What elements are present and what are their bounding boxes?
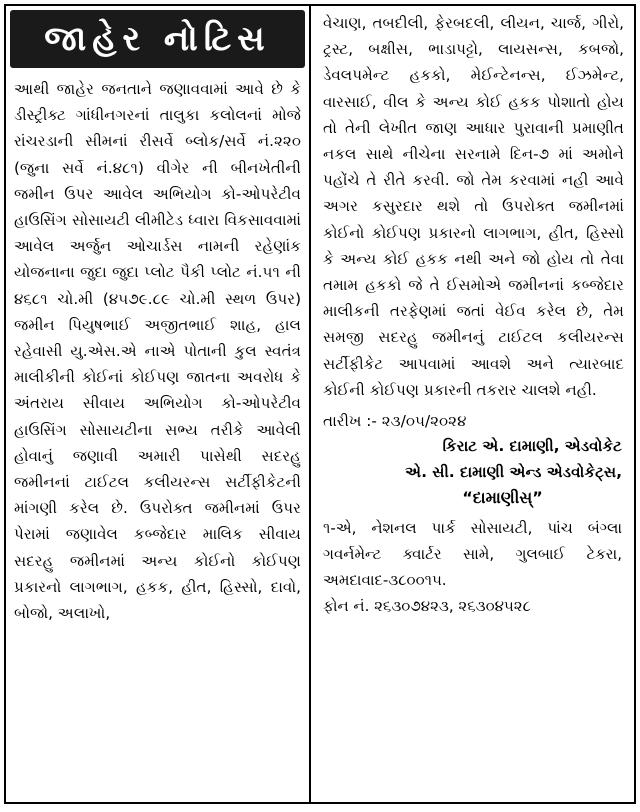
- notice-page: [4, 4, 636, 804]
- notice-date: તારીખ :- ૨૩/૦૫/૨૦૨૪: [323, 412, 467, 431]
- notice-body-left: આથી જાહેર જનતાને જણાવવામાં આવે છે કે ડીસ્ટ્રીક્ટ ગાંધીનગરનાં તાલુકા કલોલનાં મોજે રાંચરડાની સીમનાં રીસર્વે બ્લોક/સર્વે નં.૨૨૦ (જુના સર્વે નં.૪૮૧) વીગેર ની બીનખેતીની જમીન ઉપર આવેલ અભિયોગ કો-ઓપરેટીવ હાઉસિંગ સોસાયટી લીમીટેડ ધ્વારા વિકસાવવામાં આવેલ અર્જુન ઓચાર્ડસ નામની રહેણાંક યોજનાના જુદા જુદા પ્લોટ પૈકી પ્લોટ નં.૫૧ ની ૪૬૮૧ ચો.મી (૪૫૭૯.૮૯ ચો.મી સ્થળ ઉપર) જમીન પિયુષભાઈ અજીતભાઈ શાહ, હાલ રહેવાસી યુ.એસ.એ નાએ પોતાની કુલ સ્વતંત્ર માલીકીની કોઈનાં કોઈપણ જાતના અવરોધ કે અંતરાય સીવાય અભિયોગ કો-ઓપરેટીવ હાઉસિંગ સોસાયટીના સભ્ય તરીકે આવેલી હોવાનું જણાવી અમારી પાસેથી સદરહુ જમીનનાં ટાઈટલ કલીયરન્સ સર્ટીફીકેટની માંગણી કરેલ છે. ઉપરોક્ત જમીનમાં ઉપર પેરામાં જણાવેલ કબ્જેદાર માલિક સીવાય સદરહુ જમીનમાં અન્ય કોઈનો કોઈપણ પ્રકારનો લાગભાગ, હકક, હીત, હિસ્સો, દાવો, બોજો, અલાખો,: [14, 80, 301, 623]
- left-column: [6, 6, 311, 802]
- firm-name: એ. સી. દામાણી એન્ડ એડવોકેટ્સ,: [405, 463, 622, 482]
- firm-phone: ફોન નં. ૨૬૩૦૭૪૨૩, ૨૬૩૦૪૫૨૮: [323, 597, 531, 616]
- right-column: [311, 6, 634, 802]
- firm-address: ૧-એ, નેશનલ પાર્ક સોસાયટી, પાંચ બંગ્લા ગવર્નમેન્ટ ક્વાર્ટર સામે, ગુલબાઈ ટેકરા, અમદાવાદ-૩૮૦૦૧૫.: [323, 519, 622, 590]
- notice-body-right: વેચાણ, તબદીલી, ફેરબદલી, લીયન, ચાર્જ, ગીરો, ટ્રસ્ટ, બક્ષીસ, ભાડાપટ્ટો, લાયસન્સ, કબજો, ડેવલપમેન્ટ હકકો, મેઈન્ટેનન્સ, ઈઝમેન્ટ, વારસાઈ, વીલ કે અન્ય કોઈ હકક પોશાતો હોય તો તેની લેખીત જાણ આધાર પુરાવાની પ્રમાણીત નકલ સાથે નીચેના સરનામે દિન-૭ માં અમોને પહોંચે તે રીતે કરવી. જો તેમ કરવામાં નહી આવે અગર કસુરદાર થશે તો ઉપરોક્ત જમીનમાં કોઈનો કોઈપણ પ્રકારનો લાગભાગ, હીત, હિસ્સો કે અન્ય કોઈ હકક નથી અને જો હોય તો તેવા તમામ હકકો જે તે ઈસમોએ જમીનનાં કબ્જેદાર માલીકની તરફેણમાં જતાં વેઈવ કરેલ છે, તેમ સમજી સદરહુ જમીનનું ટાઈટલ કલીયરન્સ સર્ટીફીકેટ આપવામાં આવશે અને ત્યારબાદ કોઈની કોઈપણ પ્રકારની તકરાર ચાલશે નહી.: [323, 14, 624, 399]
- signatory-name: કિરાટ એ. દામાણી, એડવોકેટ: [442, 437, 622, 456]
- notice-heading: જાહેર નોટિસ: [10, 10, 305, 68]
- firm-alias: “દામાણીસ્”: [462, 488, 543, 508]
